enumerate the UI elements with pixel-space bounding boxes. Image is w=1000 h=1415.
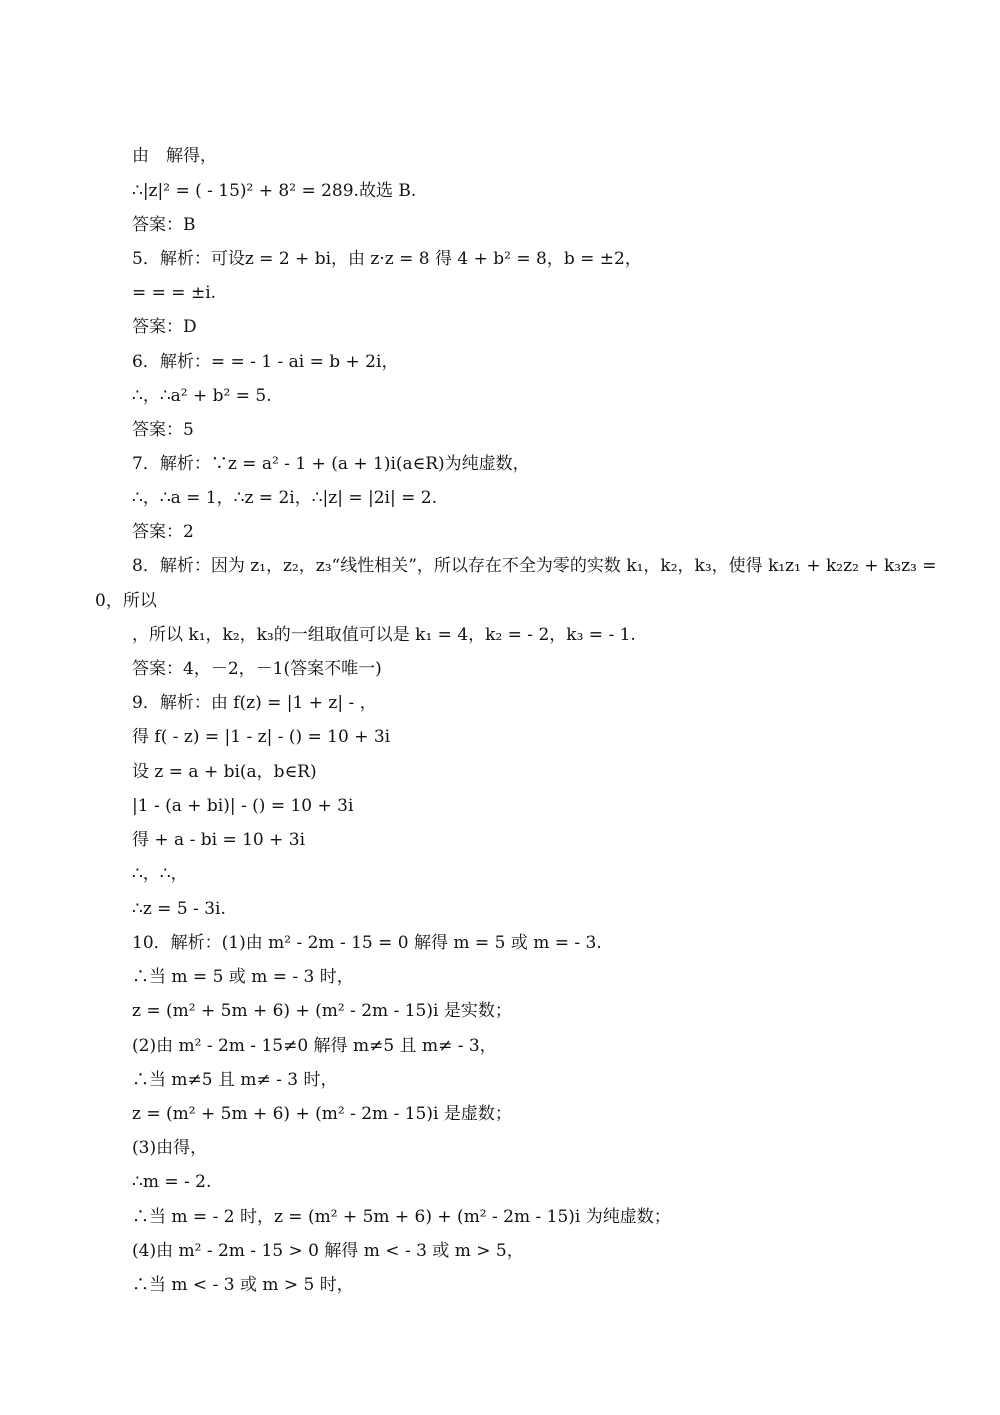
text-line: 设 z = a + bi(a，b∈R) (132, 762, 317, 782)
text-line: z = (m² + 5m + 6) + (m² - 2m - 15)i 是虚数； (132, 1104, 512, 1124)
solution-5-heading: 5．解析：可设z = 2 + bi，由 z·z = 8 得 4 + b² = 8，b = ±2， (132, 249, 642, 269)
text-line: ∴当 m < - 3 或 m > 5 时， (132, 1275, 354, 1295)
text-line: 0，所以 (95, 591, 157, 611)
solution-9-heading: 9．解析：由 f(z) = |1 + z| - ， (132, 693, 377, 713)
text-line: (4)由 m² - 2m - 15 > 0 解得 m < - 3 或 m > 5， (132, 1241, 524, 1261)
solution-6-heading: 6．解析：= = - 1 - ai = b + 2i， (132, 352, 399, 372)
answer-line: 答案：2 (132, 522, 194, 542)
text-line: ∴m = - 2. (132, 1172, 212, 1192)
text-line: (2)由 m² - 2m - 15≠0 解得 m≠5 且 m≠ - 3， (132, 1036, 497, 1056)
solution-10-heading: 10．解析：(1)由 m² - 2m - 15 = 0 解得 m = 5 或 m = - 3. (132, 933, 602, 953)
text-line: ∴z = 5 - 3i. (132, 899, 226, 919)
solution-7-heading: 7．解析：∵z = a² - 1 + (a + 1)i(a∈R)为纯虚数， (132, 454, 530, 474)
text-line: = = = ±i. (132, 283, 217, 303)
answer-line: 答案：4，－2，－1(答案不唯一) (132, 659, 382, 679)
text-line: ∴当 m≠5 且 m≠ - 3 时， (132, 1070, 338, 1090)
text-line: ∴，∴a² + b² = 5. (132, 386, 272, 406)
answer-line: 答案：5 (132, 420, 194, 440)
text-line: |1 - (a + bi)| - () = 10 + 3i (132, 796, 354, 816)
answer-line: 答案：B (132, 215, 196, 235)
text-line: 由 解得， (132, 146, 217, 166)
text-line: ∴，∴a = 1，∴z = 2i，∴|z| = |2i| = 2. (132, 488, 437, 508)
text-line: 得 + a - bi = 10 + 3i (132, 830, 306, 850)
answer-line: 答案：D (132, 317, 197, 337)
text-line: ∴，∴， (132, 864, 188, 884)
text-line: (3)由得， (132, 1138, 208, 1158)
solution-8-heading: 8．解析：因为 z₁，z₂，z₃“线性相关”，所以存在不全为零的实数 k₁，k₂，k₃，使得 k₁z₁ + k₂z₂ + k₃z₃ = (132, 556, 937, 576)
text-line: ，所以 k₁，k₂，k₃的一组取值可以是 k₁ = 4，k₂ = - 2，k₃ = - 1. (132, 625, 636, 645)
text-line: 得 f( - z) = |1 - z| - () = 10 + 3i (132, 727, 391, 747)
text-line: z = (m² + 5m + 6) + (m² - 2m - 15)i 是实数； (132, 1001, 512, 1021)
text-line: ∴当 m = - 2 时，z = (m² + 5m + 6) + (m² - 2m - 15)i 为纯虚数； (132, 1207, 671, 1227)
text-line: ∴|z|² = ( - 15)² + 8² = 289.故选 B. (132, 181, 417, 201)
text-line: ∴当 m = 5 或 m = - 3 时， (132, 967, 354, 987)
